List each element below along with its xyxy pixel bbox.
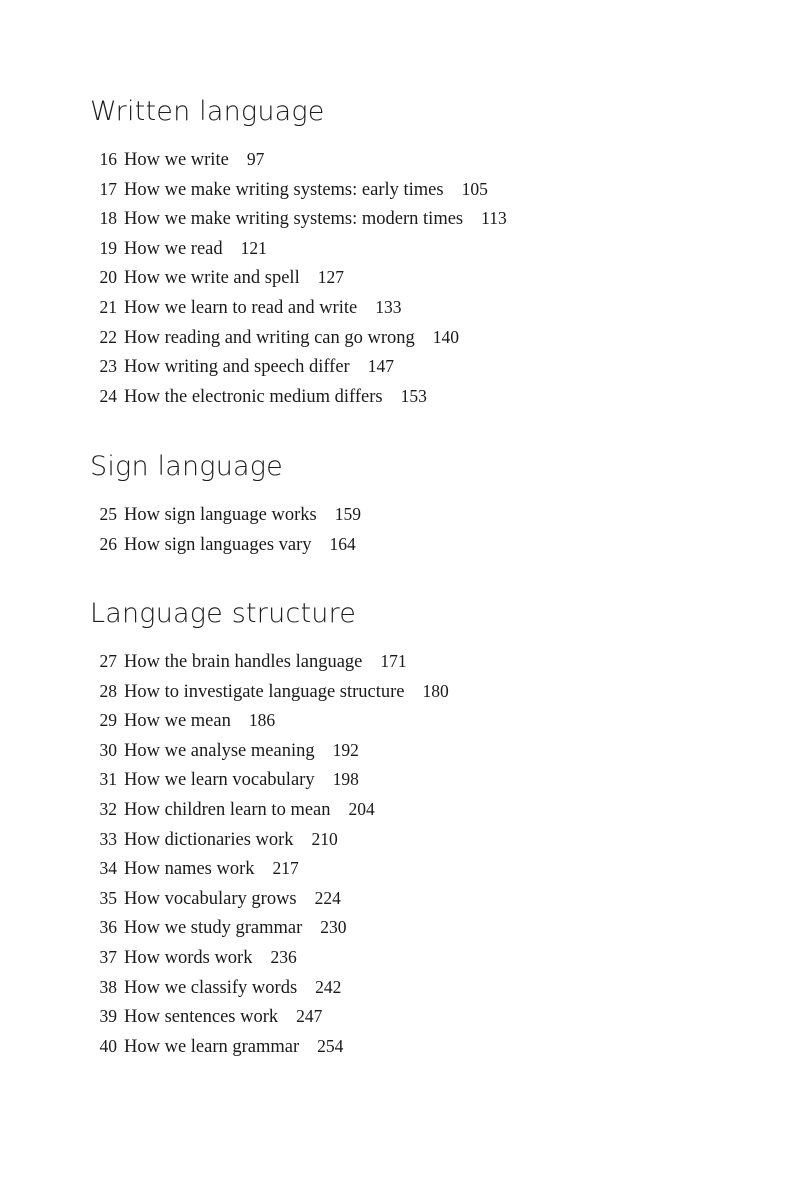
chapter-title: How vocabulary grows — [124, 888, 297, 909]
toc-entry[interactable] — [0, 175, 507, 205]
toc-entry[interactable] — [0, 677, 449, 707]
page-number: 140 — [432, 326, 460, 347]
chapter-number: 33 — [99, 828, 117, 849]
chapter-title: How we write and spell — [124, 268, 300, 289]
toc-entry-list — [0, 145, 507, 411]
page-number: 217 — [272, 858, 299, 879]
toc-entry[interactable] — [0, 943, 449, 973]
page-number: 224 — [314, 887, 341, 908]
chapter-title: How names work — [124, 859, 255, 880]
chapter-title: How the electronic medium differs — [124, 386, 383, 407]
toc-entry[interactable] — [0, 706, 449, 736]
chapter-title: How we learn to read and write — [124, 297, 358, 318]
chapter-number: 24 — [99, 385, 117, 406]
toc-entry[interactable] — [0, 204, 507, 234]
chapter-number: 23 — [99, 356, 117, 377]
chapter-title: How we learn vocabulary — [124, 770, 315, 791]
toc-entry[interactable] — [0, 1002, 449, 1032]
toc-entry[interactable] — [0, 234, 507, 264]
chapter-number: 17 — [99, 178, 117, 199]
chapter-number: 16 — [99, 149, 117, 169]
toc-entry[interactable] — [0, 500, 361, 530]
page-number: 113 — [481, 208, 507, 229]
page-number: 147 — [367, 356, 394, 377]
chapter-title: How to investigate language structure — [124, 681, 405, 702]
chapter-title: How we make writing systems: modern times — [124, 209, 464, 230]
section-heading: Sign language — [90, 451, 283, 482]
toc-entry[interactable] — [0, 145, 507, 175]
toc-entry[interactable] — [0, 913, 449, 943]
chapter-title: How we analyse meaning — [124, 740, 315, 761]
chapter-number: 25 — [99, 504, 117, 524]
chapter-title: How children learn to mean — [124, 799, 331, 820]
chapter-title: How we read — [124, 238, 223, 259]
page-number: 186 — [248, 710, 276, 731]
chapter-title: How sign languages vary — [124, 534, 312, 555]
page-number: 121 — [240, 237, 267, 258]
toc-entry[interactable] — [0, 854, 449, 884]
toc-entry-list — [0, 647, 449, 1061]
chapter-number: 20 — [99, 267, 117, 288]
page-number: 180 — [422, 680, 449, 701]
chapter-title: How we write — [124, 150, 229, 170]
chapter-number: 35 — [99, 887, 117, 908]
page-number: 171 — [380, 651, 407, 671]
toc-entry-list — [0, 500, 361, 559]
page-number: 198 — [332, 769, 359, 790]
page-number: 230 — [320, 917, 347, 938]
toc-entry[interactable] — [0, 795, 449, 825]
chapter-number: 27 — [99, 651, 117, 671]
page-number: 133 — [375, 296, 402, 317]
chapter-number: 32 — [99, 798, 117, 819]
toc-entry[interactable] — [0, 825, 449, 855]
toc-entry[interactable] — [0, 765, 449, 795]
page-number: 164 — [329, 533, 356, 554]
page-number: 153 — [400, 385, 427, 406]
chapter-title: How we classify words — [124, 977, 298, 998]
chapter-number: 30 — [99, 739, 117, 760]
chapter-title: How we learn grammar — [124, 1036, 300, 1057]
chapter-title: How dictionaries work — [124, 829, 294, 850]
toc-entry[interactable] — [0, 323, 507, 353]
toc-entry[interactable] — [0, 352, 507, 382]
page-number: 204 — [348, 798, 375, 819]
chapter-number: 37 — [99, 946, 117, 967]
chapter-title: How sign language works — [124, 505, 317, 525]
chapter-number: 38 — [99, 976, 117, 997]
page-number: 97 — [246, 149, 265, 169]
section-heading: Language structure — [90, 598, 357, 629]
toc-entry[interactable] — [0, 263, 507, 293]
toc-entry[interactable] — [0, 647, 449, 677]
chapter-number: 18 — [99, 208, 117, 229]
chapter-number: 29 — [99, 710, 117, 731]
chapter-number: 36 — [99, 917, 117, 938]
chapter-title: How we mean — [124, 711, 231, 732]
page-number: 192 — [332, 739, 359, 760]
chapter-title: How writing and speech differ — [124, 357, 350, 378]
page-number: 127 — [317, 267, 344, 288]
chapter-title: How we study grammar — [124, 918, 303, 939]
chapter-number: 28 — [99, 680, 117, 701]
toc-entry[interactable] — [0, 382, 507, 412]
toc-entry[interactable] — [0, 973, 449, 1003]
chapter-number: 19 — [99, 237, 117, 258]
chapter-title: How the brain handles language — [124, 652, 363, 672]
page-number: 242 — [315, 976, 342, 997]
chapter-title: How we make writing systems: early times — [124, 179, 444, 200]
chapter-number: 31 — [99, 769, 117, 790]
chapter-number: 39 — [99, 1006, 117, 1027]
chapter-number: 40 — [99, 1035, 117, 1056]
page-number: 105 — [461, 178, 488, 199]
page-number: 247 — [296, 1006, 323, 1027]
page-number: 254 — [317, 1035, 344, 1056]
chapter-title: How words work — [124, 947, 253, 968]
section-heading: Written language — [90, 96, 325, 127]
toc-entry[interactable] — [0, 530, 361, 560]
chapter-title: How sentences work — [124, 1007, 279, 1028]
toc-entry[interactable] — [0, 293, 507, 323]
toc-entry[interactable] — [0, 884, 449, 914]
page-number: 236 — [270, 946, 297, 967]
chapter-number: 26 — [99, 533, 117, 554]
chapter-number: 34 — [99, 858, 117, 879]
toc-entry[interactable] — [0, 736, 449, 766]
chapter-title: How reading and writing can go wrong — [124, 327, 415, 348]
page-number: 210 — [311, 828, 338, 849]
chapter-number: 22 — [99, 326, 117, 347]
toc-entry[interactable] — [0, 1032, 449, 1062]
page-number: 159 — [334, 504, 361, 524]
chapter-number: 21 — [99, 296, 117, 317]
